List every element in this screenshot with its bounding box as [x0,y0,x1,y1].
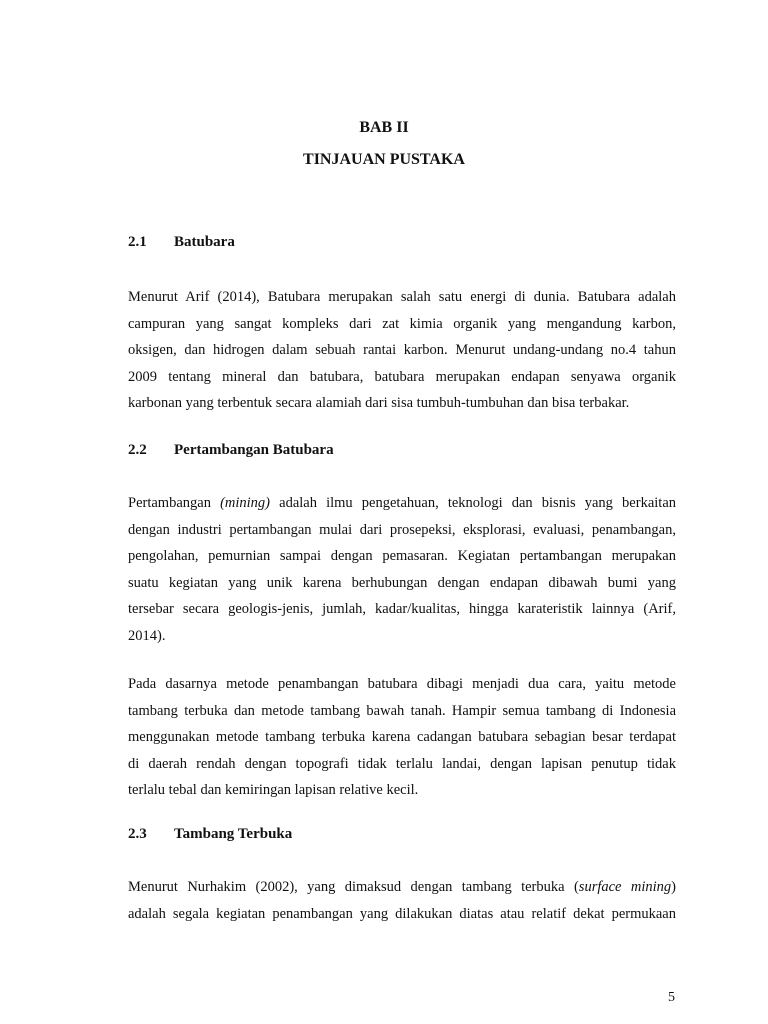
chapter-heading: BAB II [359,119,409,136]
paragraph-line: adalah segala kegiatan penambangan yang dilakukan diatas atau relatif dekat permukaan [128,905,676,922]
section-heading-2-1 [128,234,235,251]
paragraph-tambang-terbuka [128,874,676,927]
chapter-title: TINJAUAN PUSTAKA [303,151,465,168]
paragraph-line: pengolahan, pemurnian sampai dengan pemasaran. Kegiatan pertambangan merupakan [128,548,676,565]
paragraph-line: tersebar secara geologis-jenis, jumlah, kadar/kualitas, hingga karateristik lainnya (Arif, [128,601,676,618]
paragraph-line: di daerah rendah dengan topografi tidak terlalu landai, dengan lapisan penutup tidak [128,755,676,772]
paragraph-metode [128,671,676,804]
section-title: Pertambangan Batubara [174,442,334,458]
italic-term: (mining) [220,495,271,511]
text-run: Pertambangan [128,495,221,511]
section-heading-2-3 [128,826,292,843]
section-number: 2.1 [128,234,147,250]
paragraph-line: 2014). [128,627,166,644]
paragraph-line [128,874,676,901]
paragraph-batubara [128,284,676,417]
paragraph-line: 2009 tentang mineral dan batubara, batubara merupakan endapan senyawa organik [128,368,676,385]
text-run: adalah ilmu pengetahuan, teknologi dan bisnis yang berkaitan [270,495,676,511]
paragraph-line: oksigen, dan hidrogen dalam sebuah rantai karbon. Menurut undang-undang no.4 tahun [128,342,676,359]
paragraph-line: suatu kegiatan yang unik karena berhubungan dengan endapan dibawah bumi yang [128,574,676,591]
italic-term: surface mining [578,879,672,895]
paragraph-line: dengan industri pertambangan mulai dari prosepeksi, eksplorasi, evaluasi, penambangan, [128,521,676,538]
paragraph-line: campuran yang sangat kompleks dari zat kimia organik yang mengandung karbon, [128,315,676,332]
text-run: Menurut Nurhakim (2002), yang dimaksud dengan tambang terbuka ( [128,879,579,895]
paragraph-pertambangan [128,490,676,650]
text-run: ) [671,879,676,895]
paragraph-line: terlalu tebal dan kemiringan lapisan relative kecil. [128,782,419,799]
section-title: Tambang Terbuka [174,826,293,842]
page-number: 5 [668,990,675,1005]
paragraph-line: karbonan yang terbentuk secara alamiah dari sisa tumbuh-tumbuhan dan bisa terbakar. [128,395,630,412]
paragraph-line: Menurut Arif (2014), Batubara merupakan salah satu energi di dunia. Batubara adalah [128,289,676,305]
paragraph-line: tambang terbuka dan metode tambang bawah tanah. Hampir semua tambang di Indonesia [128,702,676,719]
paragraph-line: menggunakan metode tambang terbuka karena cadangan batubara sebagian besar terdapat [128,729,676,746]
section-number: 2.2 [128,442,147,458]
paragraph-line [128,490,676,517]
section-heading-2-2 [128,442,334,459]
paragraph-line: Pada dasarnya metode penambangan batubara dibagi menjadi dua cara, yaitu metode [128,676,676,692]
section-title: Batubara [174,234,235,250]
section-number: 2.3 [128,826,147,842]
